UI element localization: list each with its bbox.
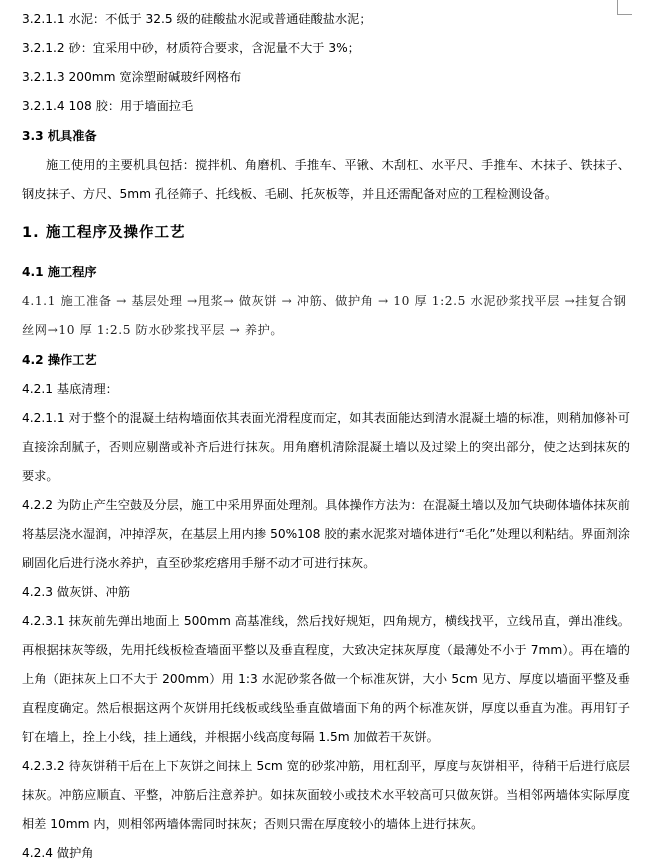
paragraph-4-2-3-1: 4.2.3.1 抹灰前先弹出地面上 500mm 高基准线，然后找好规矩，四角规方，横线找平，立线吊直，弹出准线。再根据抹灰等级，先用托线板检查墙面平整以及垂直程度，大致决定抹灰厚度（最薄处不小于 7mm）。再在墙的上角（距抹灰上口不大于 200mm）用 1:3 水泥砂浆各做一个标准灰饼，大小 5cm 见方、厚度以墙面平整及垂直程度确定。然后根据这两个灰饼用托线板或线坠垂直做墙面下角的两个标准灰饼，厚度以垂直为准。再用钉子钉在墙上，拴上小线，挂上通线，并根据小线高度每隔 1.5m 加做若干灰饼。 bbox=[22, 614, 630, 744]
heading-3-3: 3.3 机具准备 bbox=[22, 129, 97, 143]
heading-4-2-3: 4.2.3 做灰饼、冲筋 bbox=[22, 585, 131, 599]
chapter-number: 1. bbox=[22, 225, 40, 241]
paragraph-4-2-2: 4.2.2 为防止产生空鼓及分层，施工中采用界面处理剂。具体操作方法为：在混凝土墙以及加气块砌体墙体抹灰前将基层浇水湿润，冲掉浮灰，在基层上用内掺 50%108 胶的素水泥浆对墙体进行“毛化”处理以利粘结。界面剂涂刷固化后进行浇水养护，直至砂浆疙瘩用手掰不动才可进行抹灰。 bbox=[22, 498, 630, 570]
heading-4-2-1: 4.2.1 基底清理： bbox=[22, 382, 118, 396]
heading-4-2-4: 4.2.4 做护角 bbox=[22, 846, 94, 860]
heading-4-2: 4.2 操作工艺 bbox=[22, 353, 97, 367]
document-page bbox=[22, 5, 630, 868]
item-3-2-1-2: 3.2.1.2 砂：宜采用中砂，材质符合要求，含泥量不大于 3%； bbox=[22, 41, 360, 55]
construction-flow: 4.1.1 施工准备 → 基层处理 →甩浆→ 做灰饼 → 冲筋、做护角 → 10 厚 1:2.5 水泥砂浆找平层 →挂复合钢丝网→10 厚 1:2.5 防水砂浆找平层 → 养护。 bbox=[22, 294, 627, 337]
paragraph-4-2-3-2: 4.2.3.2 待灰饼稍干后在上下灰饼之间抹上 5cm 宽的砂浆冲筋，用杠刮平，厚度与灰饼相平，待稍干后进行底层抹灰。冲筋应顺直、平整，冲筋后注意养护。如抹灰面较小或技术水平较高可只做灰饼。当相邻两墙体实际厚度相差 10mm 内，则相邻两墙体需同时抹灰；否则只需在厚度较小的墙体上进行抹灰。 bbox=[22, 759, 630, 831]
chapter-title: 施工程序及操作工艺 bbox=[46, 225, 186, 241]
item-3-2-1-1: 3.2.1.1 水泥：不低于 32.5 级的硅酸盐水泥或普通硅酸盐水泥； bbox=[22, 12, 372, 26]
heading-4-1: 4.1 施工程序 bbox=[22, 265, 97, 279]
item-3-2-1-4: 3.2.1.4 108 胶：用于墙面拉毛 bbox=[22, 99, 194, 113]
item-3-2-1-3: 3.2.1.3 200mm 宽涂塑耐碱玻纤网格布 bbox=[22, 70, 242, 84]
paragraph-4-2-1-1: 4.2.1.1 对于整个的混凝土结构墙面依其表面光滑程度而定，如其表面能达到清水混凝土墙的标准，则稍加修补可直接涂刮腻子，否则应剔凿或补齐后进行抹灰。用角磨机清除混凝土墙以及过梁上的突出部分，使之达到抹灰的要求。 bbox=[22, 411, 630, 483]
chapter-heading bbox=[22, 209, 630, 257]
paragraph-3-3: 施工使用的主要机具包括：搅拌机、角磨机、手推车、平锹、木刮杠、水平尺、手推车、木抹子、铁抹子、钢皮抹子、方尺、5mm 孔径筛子、托线板、毛刷、托灰板等，并且还需配备对应的工程检测设备。 bbox=[22, 158, 630, 201]
